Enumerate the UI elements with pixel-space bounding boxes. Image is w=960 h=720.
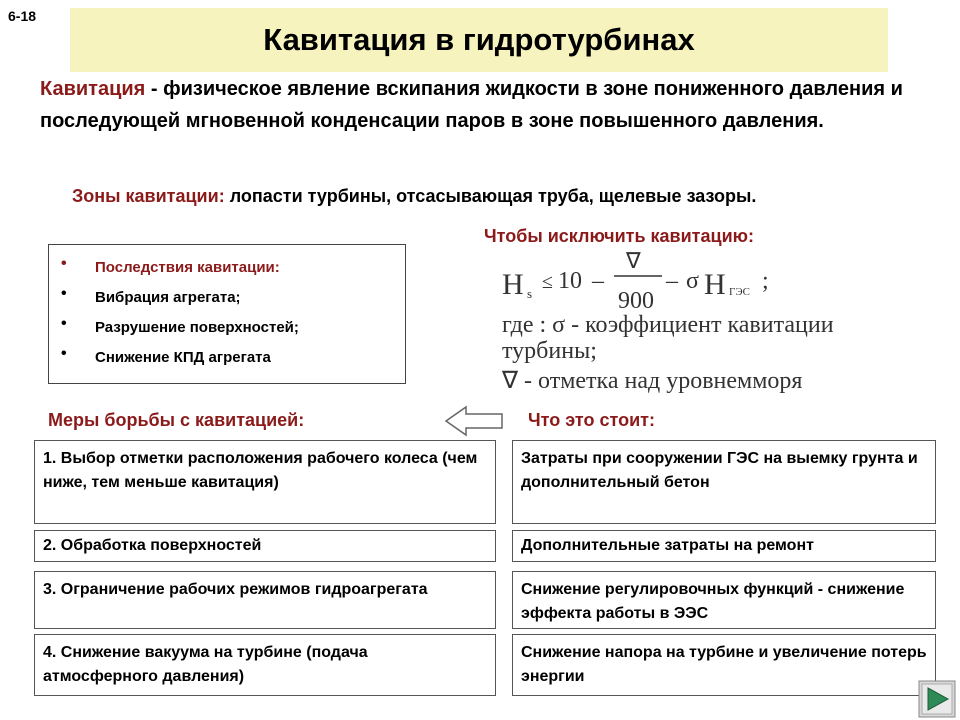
formula-lhs-sub: s [527, 286, 533, 301]
formula-nabla: ∇ [626, 248, 641, 273]
formula-sigma: σ [686, 268, 699, 294]
formula-minus-2: – [666, 268, 678, 294]
definition-text: - физическое явление вскипания жидкости в зоне пониженного давления и последующей мгновенной конденсации паров в зоне повышенного давления. [40, 78, 903, 132]
cost-card-2: Дополнительные затраты на ремонт [512, 530, 936, 562]
formula-lhs: H [502, 268, 524, 301]
formula-denominator: 900 [618, 288, 654, 314]
next-slide-icon[interactable] [918, 680, 956, 718]
formula-rhs: H [704, 268, 726, 301]
formula-leq: ≤ [542, 271, 553, 293]
consequence-item: • Разрушение поверхностей; [61, 315, 299, 336]
formula-where-1: где : σ - коэффициент кавитации [502, 312, 834, 338]
cost-card-3: Снижение регулировочных функций - снижение эффекта работы в ЭЭС [512, 571, 936, 629]
consequence-item: • Снижение КПД агрегата [61, 345, 271, 366]
consequences-heading: • Последствия кавитации: [61, 255, 280, 276]
cavitation-formula [496, 248, 896, 398]
bullet: • [61, 315, 67, 332]
definition [40, 73, 930, 137]
formula-end: ; [762, 268, 769, 294]
avoid-heading: Чтобы исключить кавитацию: [484, 226, 755, 246]
bullet: • [61, 285, 67, 302]
definition-term: Кавитация [40, 78, 146, 100]
formula-where-3: ∇ - отметка над уровнемморя [502, 368, 803, 394]
measures-heading: Меры борьбы с кавитацией: [48, 410, 305, 430]
page-title: Кавитация в гидротурбинах [263, 22, 695, 57]
cavitation-zones [72, 182, 912, 210]
bullet: • [61, 345, 67, 362]
measure-card-2: 2. Обработка поверхностей [34, 530, 496, 562]
formula-ten: 10 [558, 268, 582, 294]
formula-rhs-sub: ГЭС [729, 286, 750, 298]
measure-card-3: 3. Ограничение рабочих режимов гидроагрегата [34, 571, 496, 629]
left-arrow-icon [444, 404, 506, 438]
bullet: • [61, 255, 67, 272]
cost-card-4: Снижение напора на турбине и увеличение потерь энергии [512, 634, 936, 696]
zones-text: лопасти турбины, отсасывающая труба, щелевые зазоры. [224, 186, 757, 206]
measure-card-1: 1. Выбор отметки расположения рабочего колеса (чем ниже, тем меньше кавитация) [34, 440, 496, 524]
cost-card-1: Затраты при сооружении ГЭС на выемку грунта и дополнительный бетон [512, 440, 936, 524]
consequences-box [48, 244, 406, 384]
formula-where-2: турбины; [502, 338, 597, 364]
zones-term: Зоны кавитации: [72, 186, 225, 206]
measure-card-4: 4. Снижение вакуума на турбине (подача атмосферного давления) [34, 634, 496, 696]
formula-minus: – [592, 268, 604, 294]
slide-number: 6-18 [8, 8, 37, 24]
cost-heading: Что это стоит: [528, 410, 655, 430]
consequence-item: • Вибрация агрегата; [61, 285, 241, 306]
